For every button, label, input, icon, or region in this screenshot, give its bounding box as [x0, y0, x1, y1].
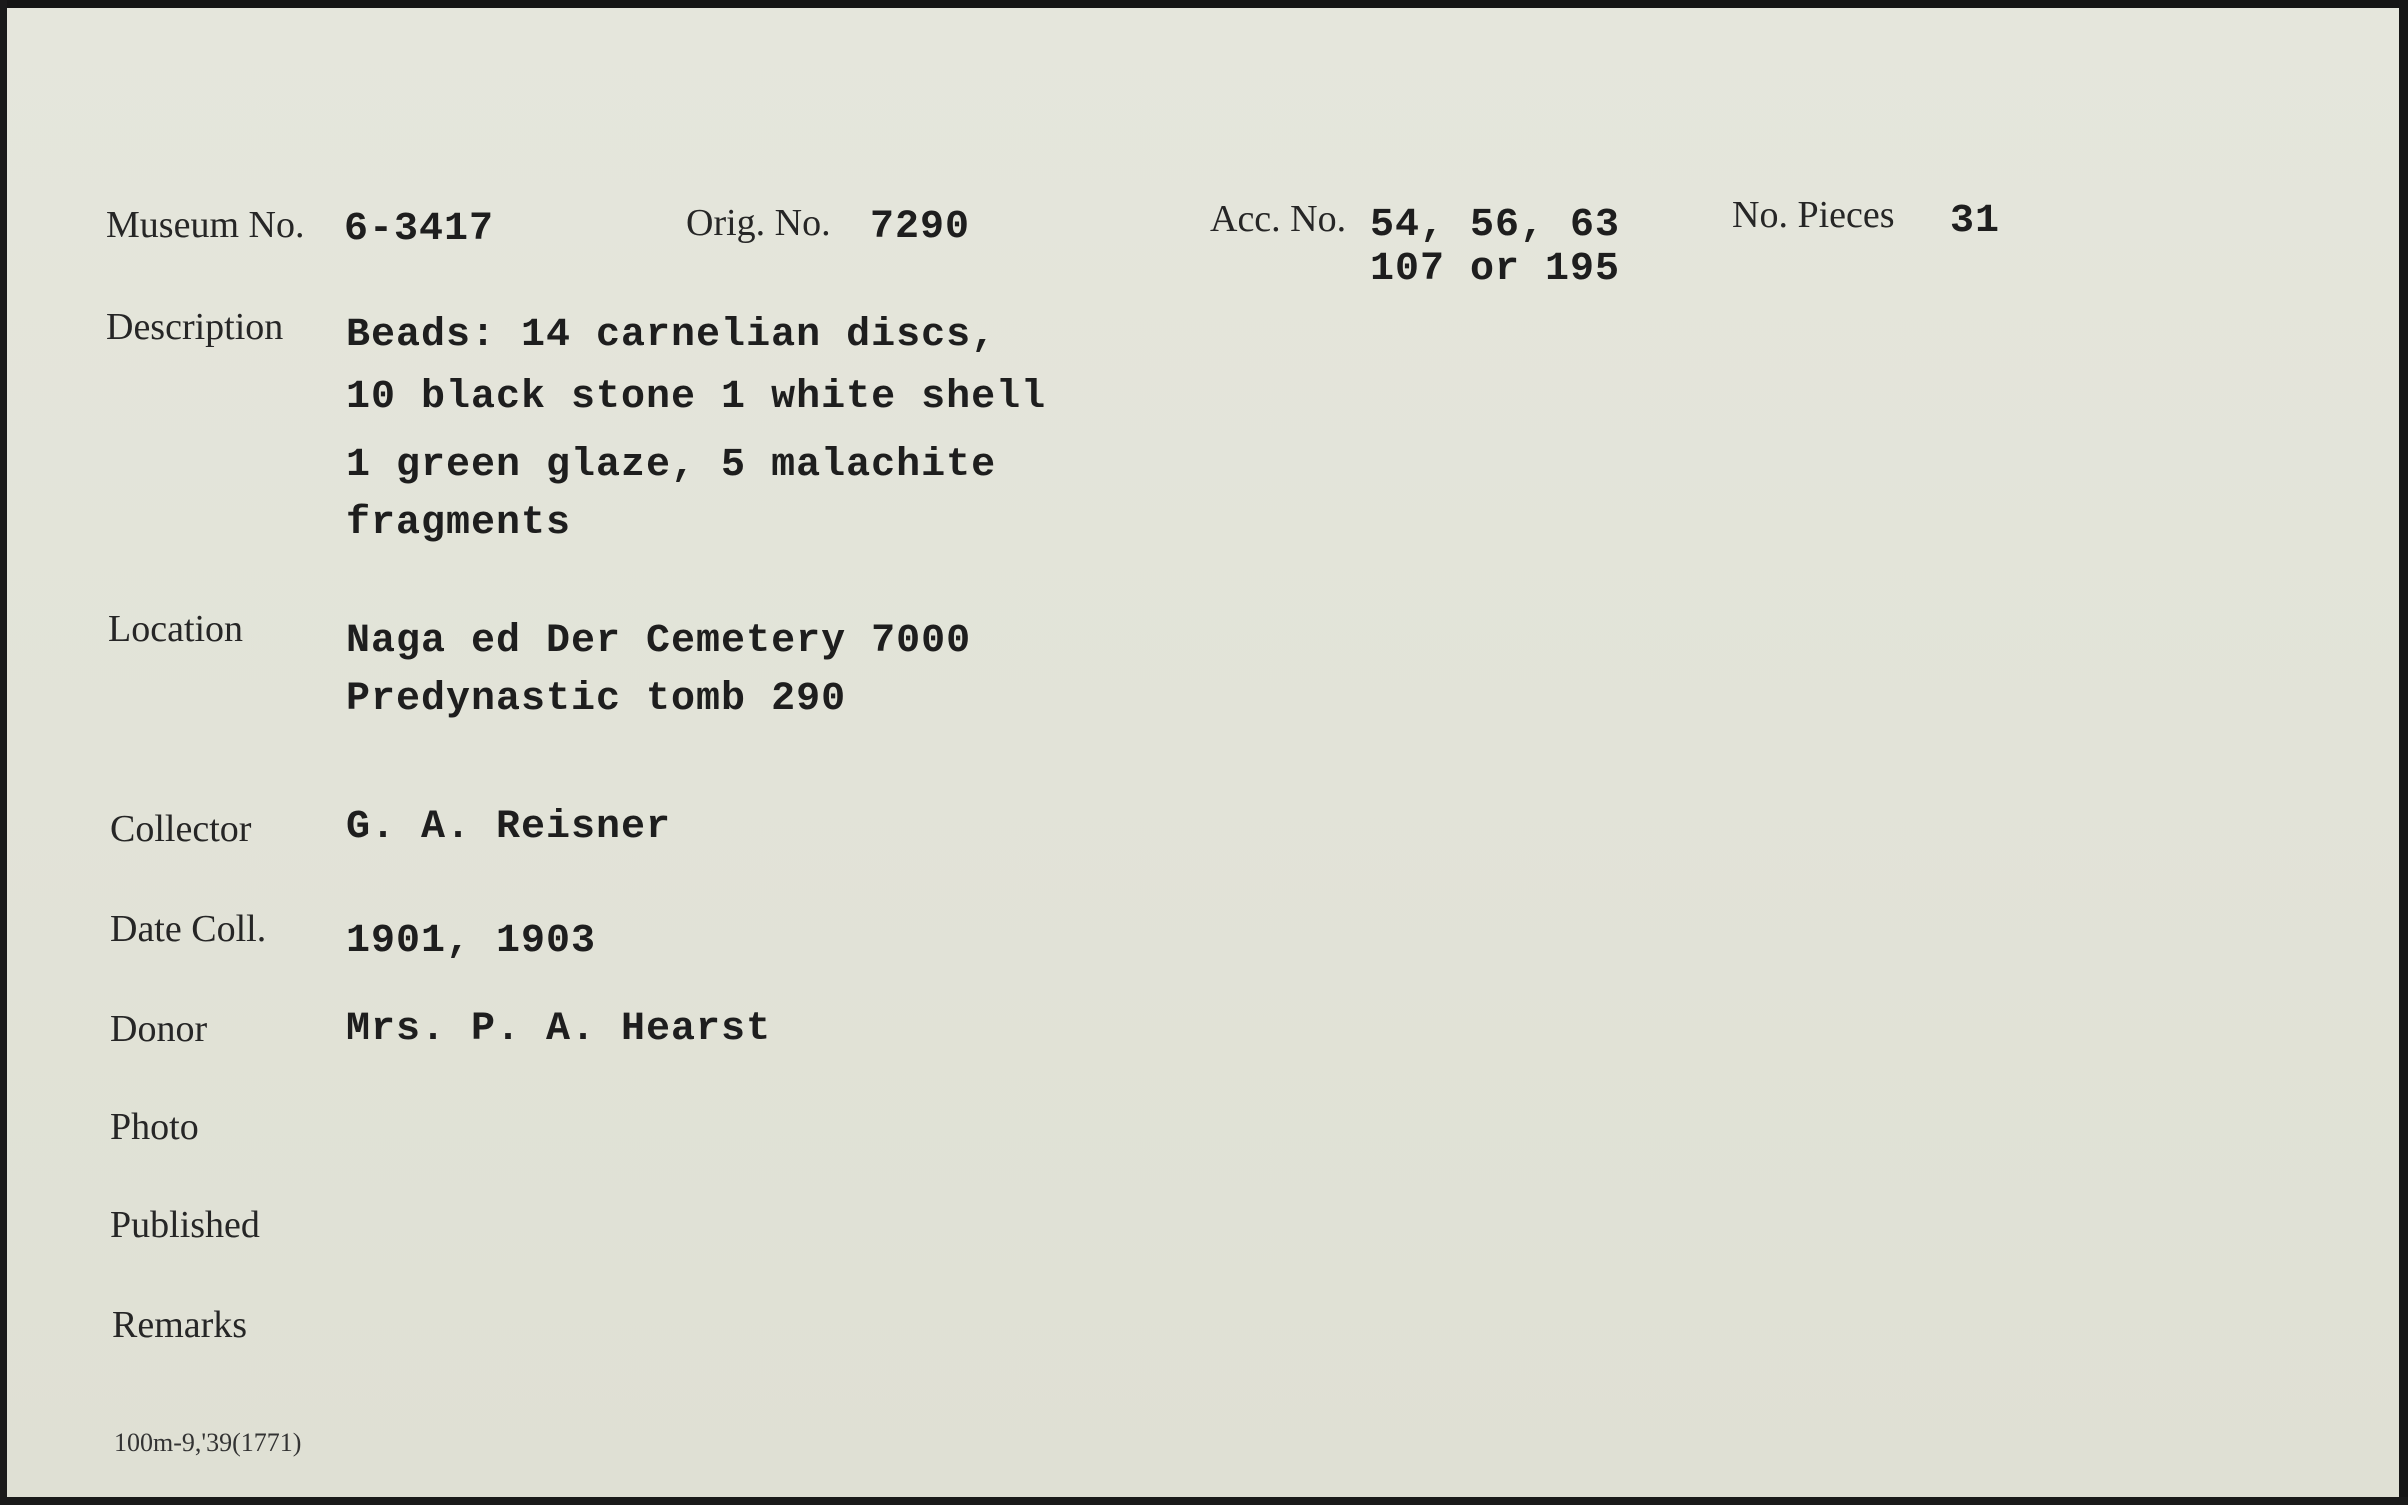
collector-label: Collector	[110, 808, 252, 850]
date-coll-label: Date Coll.	[110, 908, 267, 950]
description-line: Beads: 14 carnelian discs,	[346, 313, 997, 358]
print-code: 100m-9,'39(1771)	[114, 1428, 302, 1457]
published-label: Published	[110, 1204, 260, 1246]
remarks-label: Remarks	[112, 1304, 248, 1346]
description-line: fragments	[346, 501, 572, 546]
museum-no-value: 6-3417	[344, 207, 495, 252]
location-label: Location	[108, 608, 244, 650]
acc-no-value-line1: 54, 56, 63	[1370, 203, 1621, 248]
donor-value: Mrs. P. A. Hearst	[346, 1007, 772, 1052]
donor-label: Donor	[110, 1008, 208, 1050]
description-line: 1 green glaze, 5 malachite	[346, 443, 997, 488]
description-line: 10 black stone 1 white shell	[346, 375, 1047, 420]
orig-no-value: 7290	[870, 205, 971, 250]
location-line: Predynastic tomb 290	[346, 677, 847, 722]
scan-border-bottom	[0, 1497, 2408, 1505]
no-pieces-value: 31	[1950, 199, 2001, 244]
photo-label: Photo	[110, 1106, 199, 1148]
orig-no-label: Orig. No.	[686, 202, 831, 244]
museum-no-label: Museum No.	[106, 204, 305, 246]
description-label: Description	[106, 306, 284, 348]
collector-value: G. A. Reisner	[346, 805, 672, 850]
date-coll-value: 1901, 1903	[346, 919, 597, 964]
scan-border-left	[0, 0, 7, 1505]
acc-no-label: Acc. No.	[1210, 198, 1347, 240]
no-pieces-label: No. Pieces	[1732, 194, 1895, 236]
scan-border-right	[2399, 0, 2408, 1505]
scan-border-top	[0, 0, 2408, 8]
location-line: Naga ed Der Cemetery 7000	[346, 619, 972, 664]
acc-no-value-line2: 107 or 195	[1370, 247, 1621, 292]
